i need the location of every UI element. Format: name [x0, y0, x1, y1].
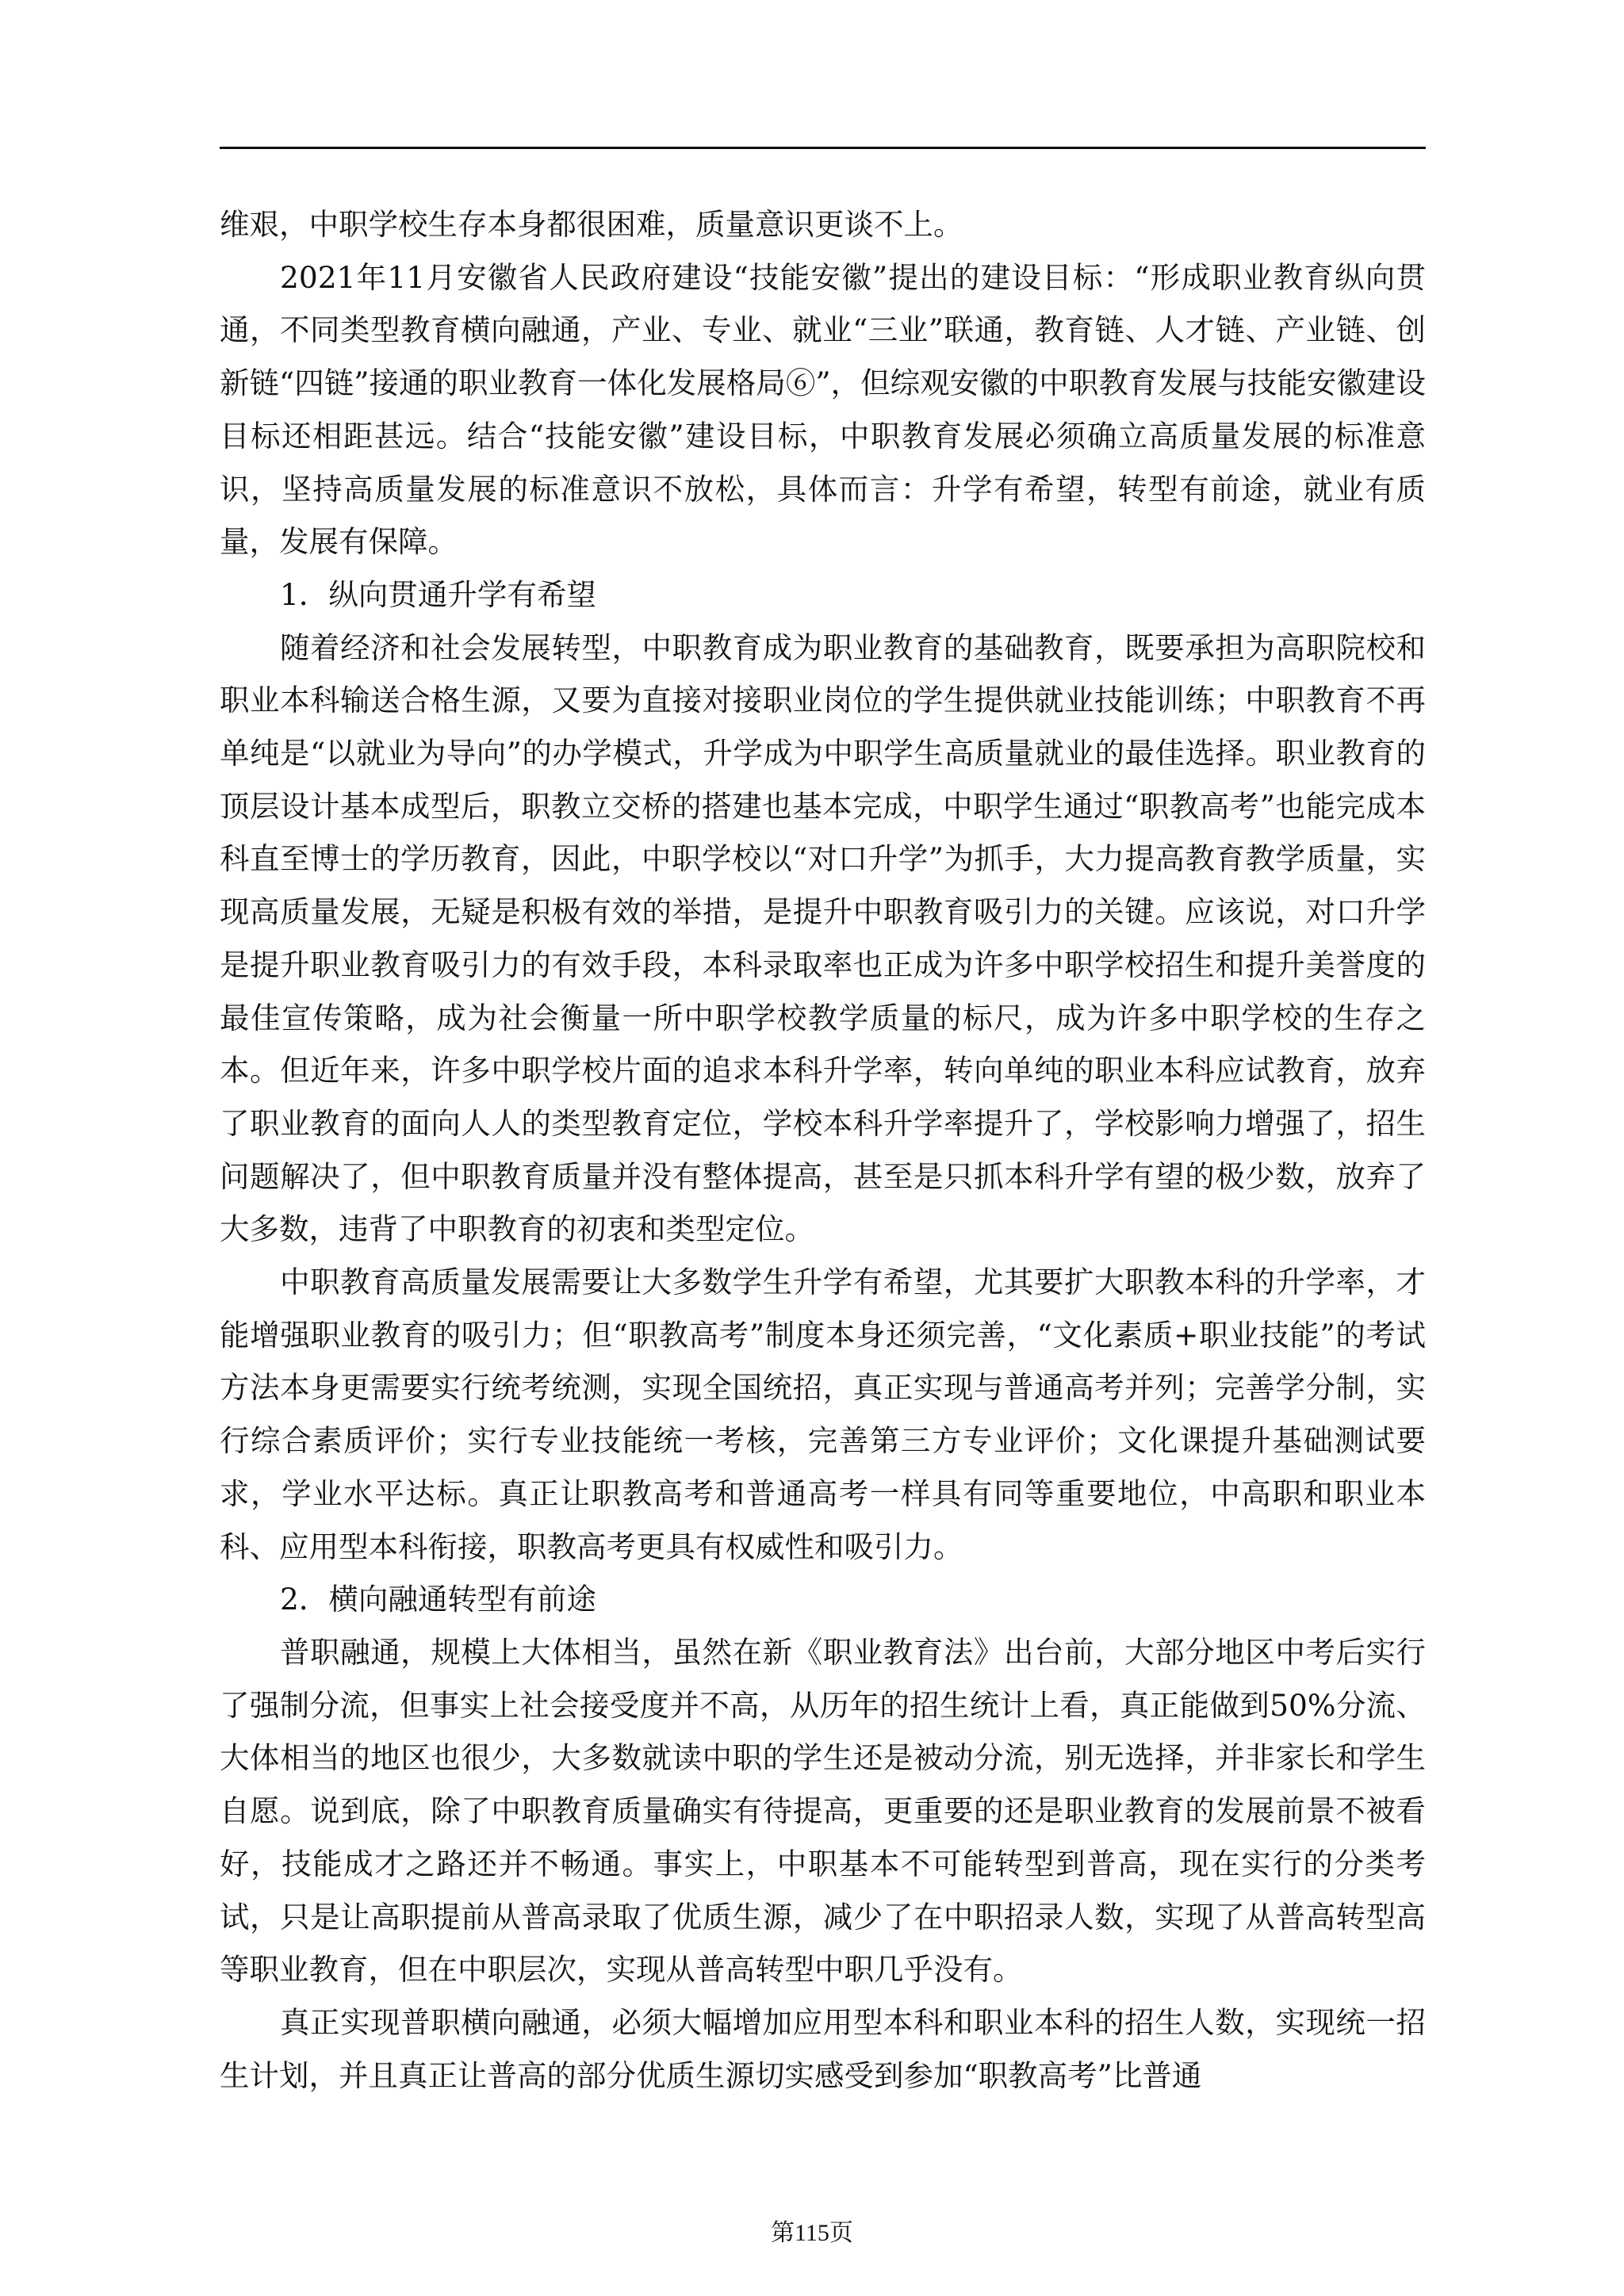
section-heading: 2．横向融通转型有前途 [280, 1582, 596, 1617]
paragraph: 真正实现普职横向融通，必须大幅增加应用型本科和职业本科的招生人数，实现统一招生计划，并且真正让普高的部分优质生源切实感受到参加“职教高考”比普通 [220, 2004, 1426, 2093]
paragraph: 随着经济和社会发展转型，中职教育成为职业教育的基础教育，既要承担为高职院校和职业本科输送合格生源，又要为直接对接职业岗位的学生提供就业技能训练；中职教育不再单纯是“以就业为导向”的办学模式，升学成为中职学生高质量就业的最佳选择。职业教育的顶层设计基本成型后，职教立交桥的搭建也基本完成，中职学生通过“职教高考”也能完成本科直至博士的学历教育，因此，中职学校以“对口升学”为抓手，大力提高教育教学质量，实现高质量发展，无疑是积极有效的举措，是提升中职教育吸引力的关键。应该说，对口升学是提升职业教育吸引力的有效手段，本科录取率也正成为许多中职学校招生和提升美誉度的最佳宣传策略，成为社会衡量一所中职学校教学质量的标尺，成为许多中职学校的生存之本。但近年来，许多中职学校片面的追求本科升学率，转向单纯的职业本科应试教育，放弃了职业教育的面向人人的类型教育定位，学校本科升学率提升了，学校影响力增强了，招生问题解决了，但中职教育质量并没有整体提高，甚至是只抓本科升学有望的极少数，放弃了大多数，违背了中职教育的初衷和类型定位。 [220, 629, 1426, 1247]
body-text [220, 198, 1426, 2102]
header-rule [220, 147, 1426, 149]
page-number: 第115页 [771, 2220, 853, 2246]
paragraph: 2021年11月安徽省人民政府建设“技能安徽”提出的建设目标：“形成职业教育纵向贯通，不同类型教育横向融通，产业、专业、就业“三业”联通，教育链、人才链、产业链、创新链“四链”接通的职业教育一体化发展格局⑥”，但综观安徽的中职教育发展与技能安徽建设目标还相距甚远。结合“技能安徽”建设目标，中职教育发展必须确立高质量发展的标准意识，坚持高质量发展的标准意识不放松，具体而言：升学有希望，转型有前途，就业有质量，发展有保障。 [220, 259, 1426, 560]
paragraph: 普职融通，规模上大体相当，虽然在新《职业教育法》出台前，大部分地区中考后实行了强制分流，但事实上社会接受度并不高，从历年的招生统计上看，真正能做到50%分流、大体相当的地区也很少，大多数就读中职的学生还是被动分流，别无选择，并非家长和学生自愿。说到底，除了中职教育质量确实有待提高，更重要的还是职业教育的发展前景不被看好，技能成才之路还并不畅通。事实上，中职基本不可能转型到普高，现在实行的分类考试，只是让高职提前从普高录取了优质生源，减少了在中职招录人数，实现了从普高转型高等职业教育，但在中职层次，实现从普高转型中职几乎没有。 [220, 1634, 1426, 1988]
section-heading: 1．纵向贯通升学有希望 [280, 576, 596, 612]
paragraph: 中职教育高质量发展需要让大多数学生升学有希望，尤其要扩大职教本科的升学率，才能增强职业教育的吸引力；但“职教高考”制度本身还须完善，“文化素质+职业技能”的考试方法本身更需要实行统考统测，实现全国统招，真正实现与普通高考并列；完善学分制，实行综合素质评价；实行专业技能统一考核，完善第三方专业评价；文化课提升基础测试要求，学业水平达标。真正让职教高考和普通高考一样具有同等重要地位，中高职和职业本科、应用型本科衔接，职教高考更具有权威性和吸引力。 [220, 1265, 1426, 1564]
paragraph-continuation: 维艰，中职学校生存本身都很困难，质量意识更谈不上。 [220, 207, 963, 242]
